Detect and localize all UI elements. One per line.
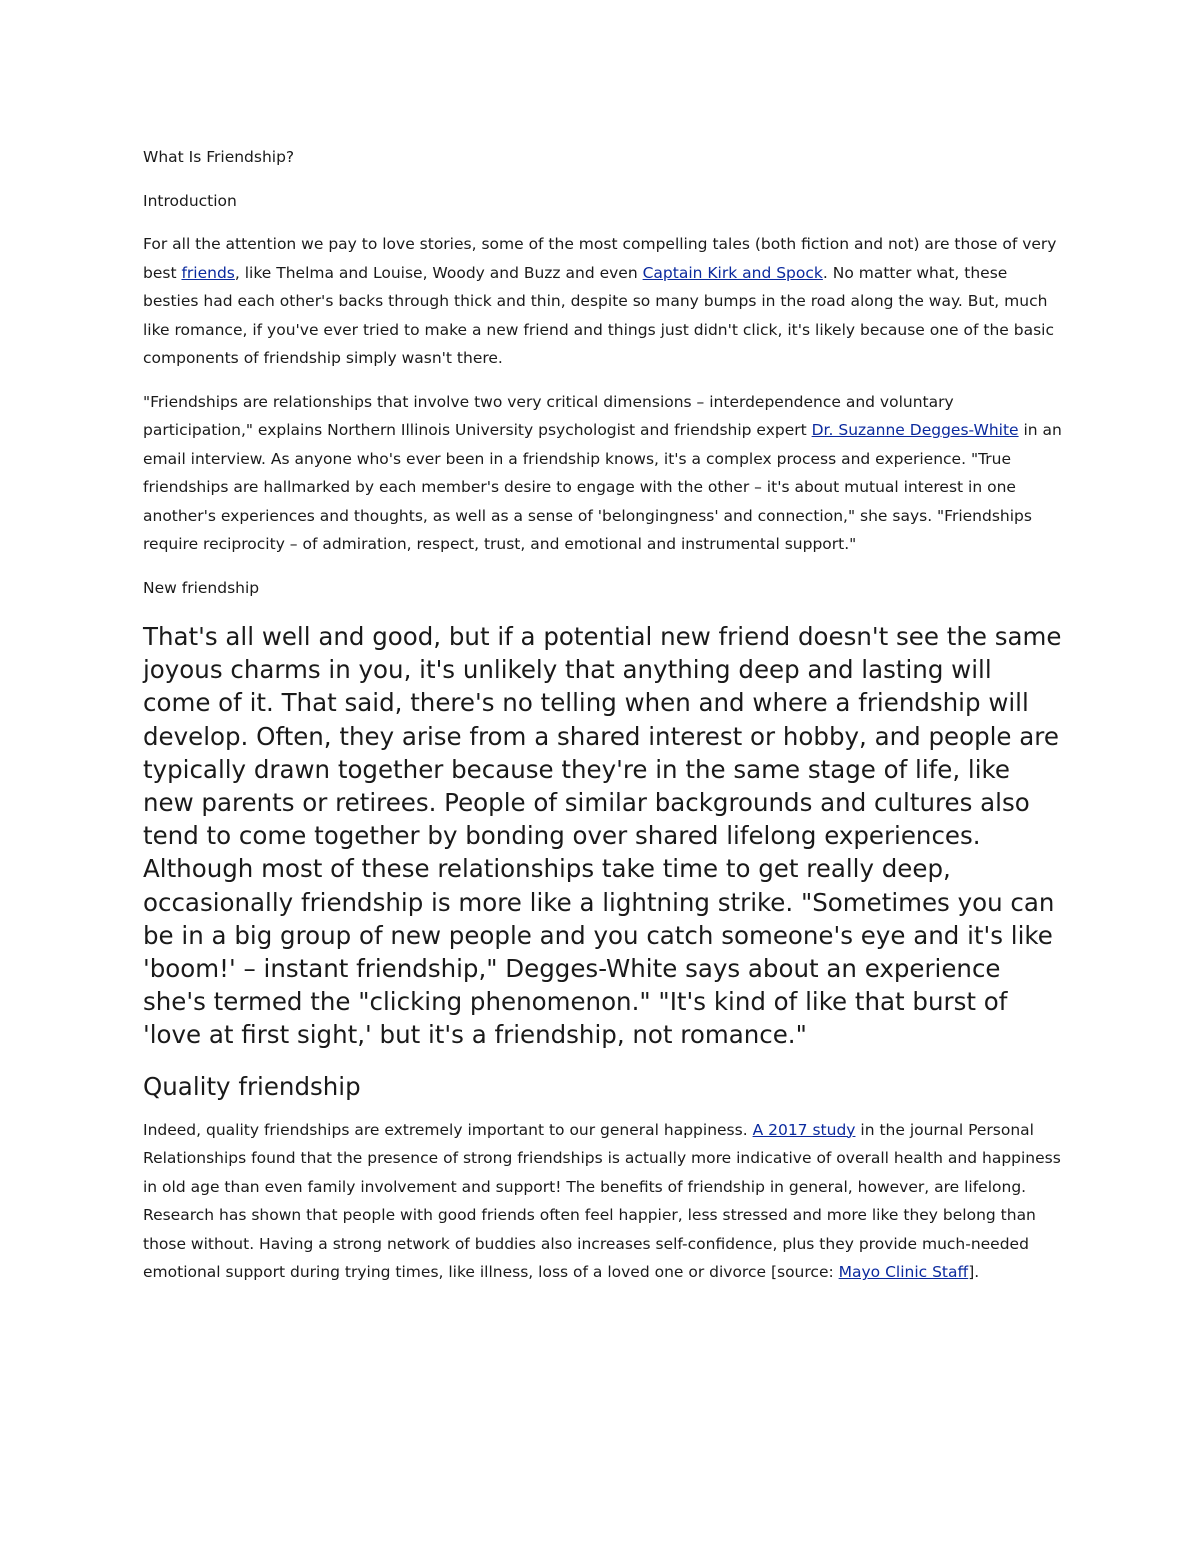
degges-white-link[interactable]: Dr. Suzanne Degges-White xyxy=(811,421,1019,439)
quality-text-2: in the journal Personal Relationships found that the presence of strong friendships is actually more indicative of overall health and happiness in old age than even family involvement and support! The benefits of friendship in general, however, are lifelong. Research has shown that people with good friends often feel happier, less stressed and more like they belong than those without. Having a strong network of buddies also increases self-confidence, plus they provide much-needed emotional support during trying times, like illness, loss of a loved one or divorce [source: xyxy=(143,1120,1061,1282)
intro-text-3: . No matter what, these besties had each other's backs through thick and thin, despite so many bumps in the road along the way. But, much like romance, if you've ever tried to make a new friend and things just didn't click, it's likely because one of the basic components of friendship simply wasn't there. xyxy=(143,263,1054,367)
definition-paragraph xyxy=(143,388,1063,559)
new-friendship-paragraph: That's all well and good, but if a potential new friend doesn't see the same joyous charms in you, it's unlikely that anything deep and lasting will come of it. That said, there's no telling when and where a friendship will develop. Often, they arise from a shared interest or hobby, and people are typically drawn together because they're in the same stage of life, like new parents or retirees. People of similar backgrounds and cultures also tend to come together by bonding over shared lifelong experiences. Although most of these relationships take time to get really deep, occasionally friendship is more like a lightning strike. "Sometimes you can be in a big group of new people and you catch someone's eye and it's like 'boom!' – instant friendship," Degges-White says about an experience she's termed the "clicking phenomenon." "It's kind of like that burst of 'love at first sight,' but it's a friendship, not romance." xyxy=(143,622,1062,1050)
captain-kirk-and-spock-link[interactable]: Captain Kirk and Spock xyxy=(642,263,823,282)
intro-text-2: , like Thelma and Louise, Woody and Buzz and even xyxy=(234,263,643,282)
definition-text-2: in an email interview. As anyone who's ever been in a friendship knows, it's a complex process and experience. "True friendships are hallmarked by each member's desire to engage with the other – it's about mutual interest in one another's experiences and thoughts, as well as a sense of 'belongingness' and connection," she says. "Friendships require reciprocity – of admiration, respect, trust, and emotional and instrumental support." xyxy=(143,421,1062,553)
document-page xyxy=(143,0,1063,1287)
intro-paragraph xyxy=(143,230,1063,373)
friends-link[interactable]: friends xyxy=(181,263,235,282)
quality-friendship-heading: Quality friendship xyxy=(143,1071,361,1101)
definition-text-1: "Friendships are relationships that involve two very critical dimensions – interdependence and voluntary participation," explains Northern Illinois University psychologist and friendship expert xyxy=(143,392,954,439)
quality-text-1: Indeed, quality friendships are extremely important to our general happiness. xyxy=(143,1120,753,1139)
study-2017-link[interactable]: A 2017 study xyxy=(752,1120,856,1139)
document-title: What Is Friendship? xyxy=(143,148,295,166)
introduction-heading: Introduction xyxy=(143,191,237,210)
quality-paragraph xyxy=(143,1116,1063,1287)
mayo-clinic-staff-link[interactable]: Mayo Clinic Staff xyxy=(838,1263,969,1282)
new-friendship-heading: New friendship xyxy=(143,578,260,597)
quality-text-3: ]. xyxy=(968,1263,980,1282)
intro-text-1: For all the attention we pay to love stories, some of the most compelling tales (both fiction and not) are those of very best xyxy=(143,235,1057,282)
